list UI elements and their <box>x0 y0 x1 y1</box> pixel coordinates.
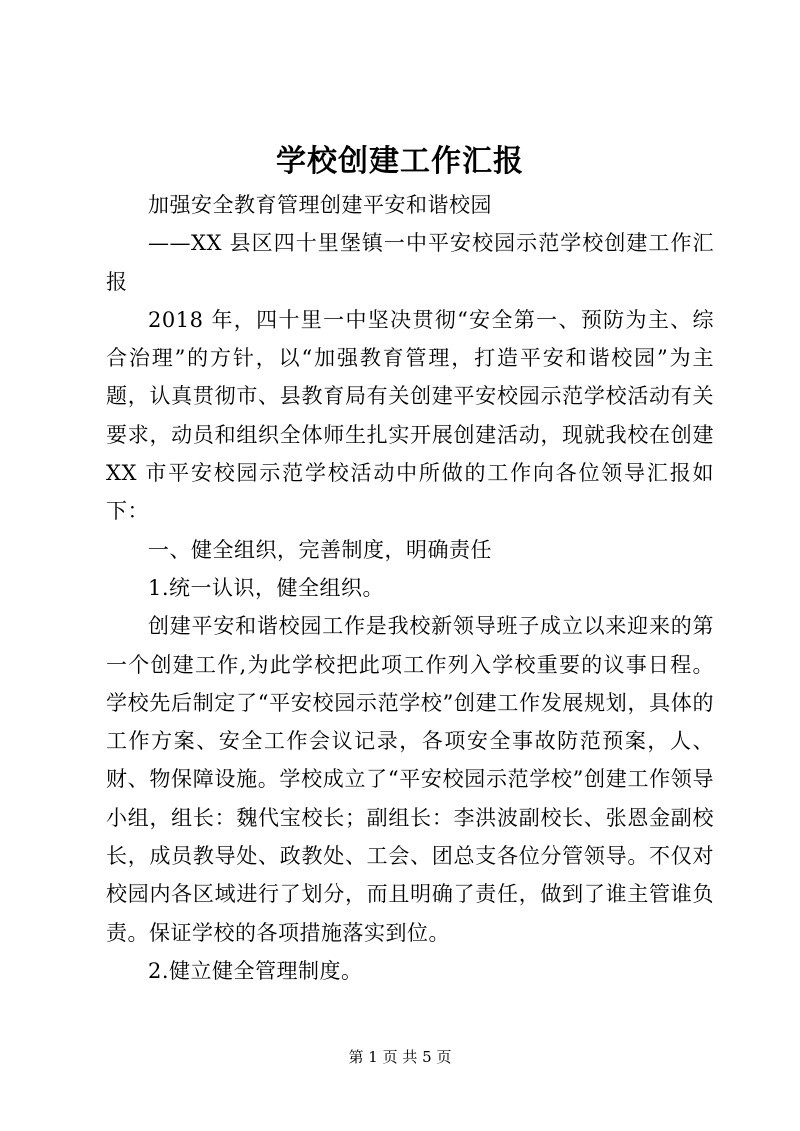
document-body <box>106 186 714 990</box>
intro-paragraph: 2018 年，四十里一中坚决贯彻“安全第一、预防为主、综合治理”的方针，以“加强教育管理，打造平安和谐校园”为主题，认真贯彻市、县教育局有关创建平安校园示范学校活动有关要求，动员和组织全体师生扎实开展创建活动，现就我校在创建XX 市平安校园示范学校活动中所做的工作向各位领导汇报如下： <box>106 307 714 524</box>
document-subtitle: 加强安全教育管理创建平安和谐校园 <box>148 193 492 217</box>
document-subheading: ——XX 县区四十里堡镇一中平安校园示范学校创建工作汇报 <box>106 231 714 294</box>
item-heading-2: 2.健立健全管理制度。 <box>148 958 363 983</box>
item-paragraph: 创建平安和谐校园工作是我校新领导班子成立以来迎来的第一个创建工作,为此学校把此项工作列入学校重要的议事日程。学校先后制定了“平安校园示范学校”创建工作发展规划，具体的工作方案、安全工作会议记录，各项安全事故防范预案，人、财、物保障设施。学校成立了“平安校园示范学校”创建工作领导小组，组长：魏代宝校长；副组长：李洪波副校长、张恩金副校长，成员教导处、政教处、工会、团总支各位分管领导。不仅对校园内各区域进行了划分，而且明确了责任，做到了谁主管谁负责。保证学校的各项措施落实到位。 <box>106 614 714 945</box>
item-heading: 1.统一认识，健全组织。 <box>148 575 385 600</box>
section-heading: 一、健全组织，完善制度，明确责任 <box>148 537 492 562</box>
page-number-footer: 第 1 页 共 5 页 <box>348 1048 452 1066</box>
document-title: 学校创建工作汇报 <box>276 144 524 179</box>
